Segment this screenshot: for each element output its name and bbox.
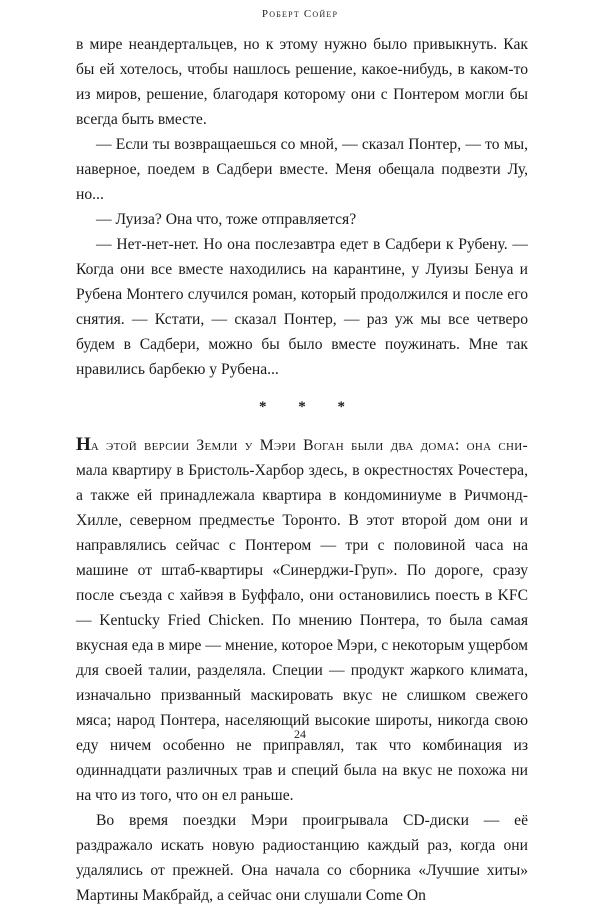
page-number: 24	[294, 727, 306, 741]
paragraph: Во время поездки Мэри проигрывала CD-диски — её раздражало искать новую радиостанцию каждый раз, когда они удалялись от прежней. Она начала со сборника «Лучшие хиты» Мартины Макбрайд, а сейчас они слушали Come On	[76, 812, 528, 904]
section-opening-paragraph	[76, 432, 528, 808]
opening-paragraph-rest: мала квартиру в Бристоль-Харбор здесь, в окрестностях Рочестера, а также ей принадлежала квартира в кондоминиуме в Ричмонд-Хилле, северном предместье Торонто. В этот второй дом они и направлялись сейчас с Понтером — три с половиной часа на машине от штаб-квартиры «Синерджи-Груп». По дороге, сразу после съезда с хайвэя в Буффало, они остановились поесть в KFC — Kentucky Fried Chicken. По мнению Понтера, то была самая вкусная еда в мире — мнение, которое Мэри, с некоторым ущербом для своей талии, разделяла. Специи — продукт жаркого климата, изначально призванный маскировать вкус не слишком свежего мяса; народ Понтера, населяющий высокие широты, никогда свою еду ничем особенно не приправлял, так что комбинация из одиннадцати различных трав и специй была на вкус не похожа ни на что из того, что он ел раньше.	[76, 462, 528, 804]
section-separator: * * *	[259, 399, 359, 415]
body-text	[76, 32, 528, 908]
running-head: Роберт Сойер	[261, 8, 339, 20]
smallcaps-opening: а этой версии Земли у Мэри Воган были два дома: она сни-	[90, 437, 528, 454]
lead-letter: Н	[76, 434, 91, 455]
dialogue-paragraph: — Если ты возвращаешься со мной, — сказал Понтер, — то мы, наверное, поедем в Садбери вместе. Меня обещала подвезти Лу, но...	[76, 136, 528, 203]
paragraph-continuation: в мире неандертальцев, но к этому нужно было привыкнуть. Как бы ей хотелось, чтобы нашлось решение, какое-нибудь, в каком-то из миров, решение, благодаря которому они с Понтером могли бы всегда быть вместе.	[76, 36, 528, 128]
dialogue-paragraph: — Луиза? Она что, тоже отправляется?	[96, 211, 357, 228]
dialogue-paragraph: — Нет-нет-нет. Но она послезавтра едет в Садбери к Рубену. — Когда они все вместе находились на карантине, у Луизы Бенуа и Рубена Монтего случился роман, который продолжился и после его снятия. — Кстати, — сказал Понтер, — раз уж мы все четверо будем в Садбери, можно бы было вместе поужинать. Мне так нравились барбекю у Рубена...	[76, 236, 528, 378]
